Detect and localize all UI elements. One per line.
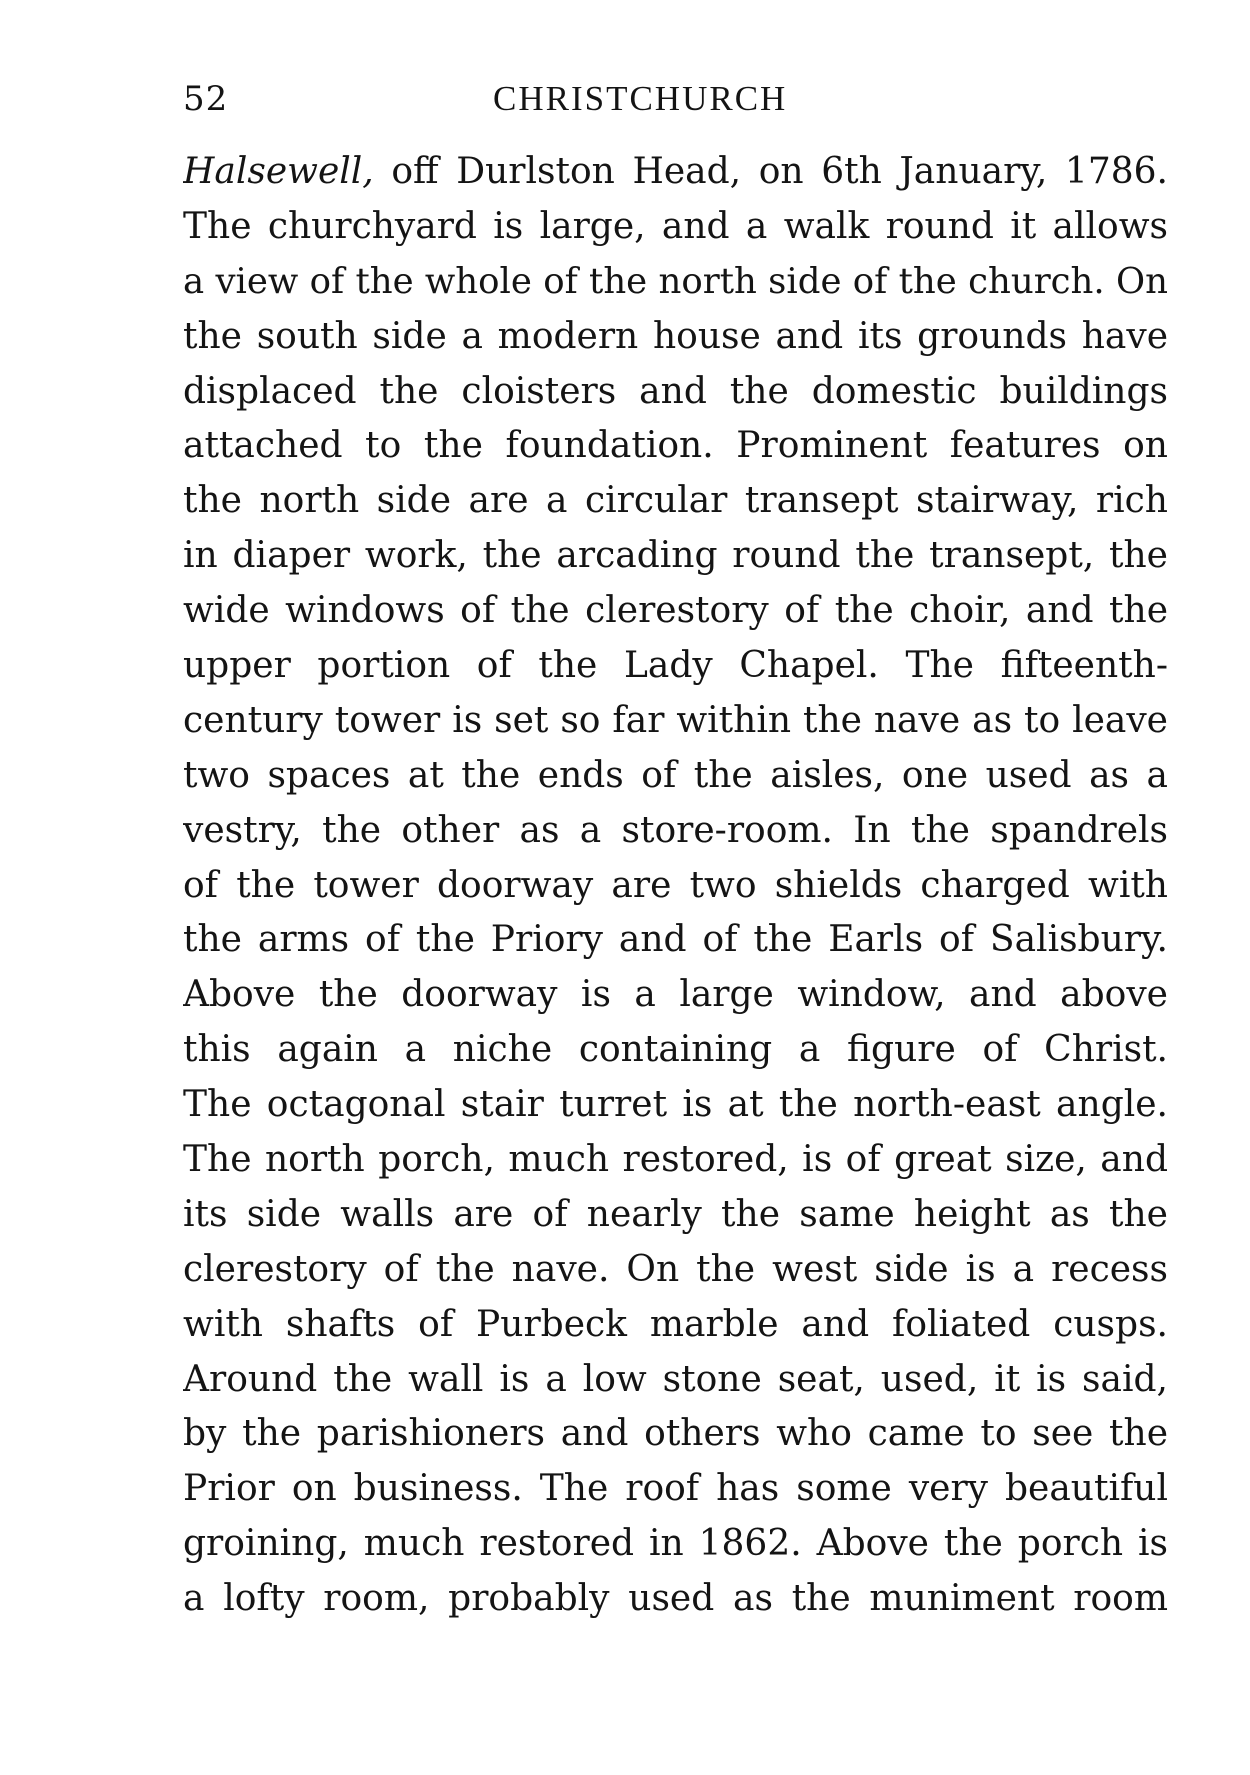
text-line: two spaces at the ends of the aisles, one used as a: [183, 754, 1168, 796]
text-line: [183, 145, 1168, 200]
text-line: The north porch, much restored, is of great size, and: [183, 1139, 1168, 1181]
text-line: groining, much restored in 1862. Above the porch is: [183, 1523, 1168, 1565]
text-line: upper portion of the Lady Chapel. The fifteenth-: [183, 645, 1168, 687]
first-line-rest: off Durlston Head, on 6th January, 1786.: [391, 151, 1168, 192]
body-text: [183, 145, 1168, 1627]
text-line: by the parishioners and others who came to see the: [183, 1413, 1168, 1455]
text-line: Around the wall is a low stone seat, used, it is said,: [183, 1358, 1168, 1400]
text-line: displaced the cloisters and the domestic buildings: [183, 370, 1168, 412]
text-line: a lofty room, probably used as the muniment room: [183, 1578, 1168, 1620]
page-number: 52: [183, 79, 229, 119]
text-line: The octagonal stair turret is at the north-east angle.: [183, 1084, 1168, 1126]
text-line: a view of the whole of the north side of the church. On: [183, 260, 1168, 302]
text-line: Above the doorway is a large window, and above: [183, 974, 1168, 1016]
page-header: [183, 75, 1168, 125]
ship-name: Halsewell,: [183, 151, 374, 192]
running-head: CHRISTCHURCH: [493, 79, 788, 118]
text-line: with shafts of Purbeck marble and foliated cusps.: [183, 1303, 1168, 1345]
text-line: wide windows of the clerestory of the choir, and the: [183, 590, 1168, 632]
text-line: this again a niche containing a figure of Christ.: [183, 1029, 1168, 1071]
text-line: attached to the foundation. Prominent features on: [183, 425, 1168, 467]
text-line: in diaper work, the arcading round the transept, the: [183, 535, 1168, 577]
text-line: of the tower doorway are two shields charged with: [183, 864, 1168, 906]
text-line: century tower is set so far within the nave as to leave: [183, 699, 1168, 741]
text-line: the arms of the Priory and of the Earls of Salisbury.: [183, 919, 1168, 961]
text-line: the north side are a circular transept stairway, rich: [183, 480, 1168, 522]
text-line: Prior on business. The roof has some very beautiful: [183, 1468, 1168, 1510]
text-line: The churchyard is large, and a walk round it allows: [183, 205, 1168, 247]
text-line: vestry, the other as a store-room. In the spandrels: [183, 809, 1168, 851]
text-line: clerestory of the nave. On the west side is a recess: [183, 1248, 1168, 1290]
text-line: its side walls are of nearly the same height as the: [183, 1193, 1168, 1235]
text-line: the south side a modern house and its grounds have: [183, 315, 1168, 357]
